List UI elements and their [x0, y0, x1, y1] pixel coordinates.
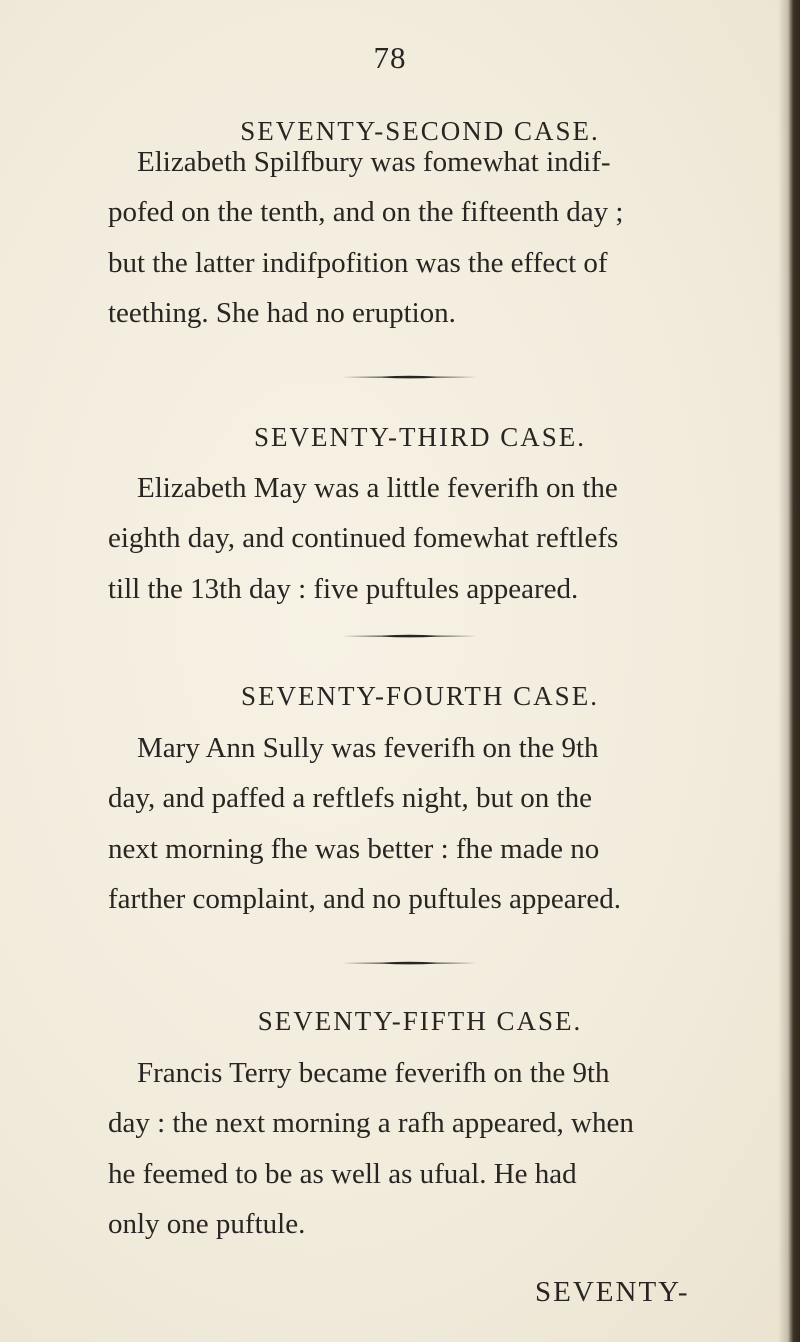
section-divider-rule: [342, 634, 477, 638]
case-74-line-3: next morning fhe was better : fhe made no: [108, 833, 600, 865]
case-74-line-4: farther complaint, and no puftules appeared.: [108, 883, 621, 915]
section-divider-rule: [342, 961, 477, 965]
case-74-line-2: day, and paffed a reftlefs night, but on the: [108, 782, 592, 814]
case-73-line-3: till the 13th day : five puftules appeared.: [108, 573, 579, 605]
case-72-line-1: Elizabeth Spilfbury was fomewhat indif-: [137, 146, 611, 178]
case-74-line-1: Mary Ann Sully was feverifh on the 9th: [137, 732, 599, 764]
case-73-line-1: Elizabeth May was a little feverifh on the: [137, 472, 618, 504]
case-75-line-2: day : the next morning a rafh appeared, when: [108, 1107, 634, 1139]
case-75-line-3: he feemed to be as well as ufual. He had: [108, 1158, 577, 1190]
page-number: 78: [373, 40, 407, 75]
case-72-line-3: but the latter indifpofition was the effect of: [108, 247, 608, 279]
case-72-line-2: pofed on the tenth, and on the fifteenth day ;: [108, 196, 624, 228]
case-heading-73: SEVENTY-THIRD CASE.: [254, 422, 586, 452]
case-75-line-1: Francis Terry became feverifh on the 9th: [137, 1057, 610, 1089]
case-heading-75: SEVENTY-FIFTH CASE.: [257, 1006, 583, 1036]
case-73-line-2: eighth day, and continued fomewhat reftlefs: [108, 522, 619, 554]
page-edge-shadow: [778, 0, 800, 1342]
case-heading-74: SEVENTY-FOURTH CASE.: [241, 681, 599, 711]
case-heading-72: SEVENTY-SECOND CASE.: [240, 116, 600, 146]
case-75-line-4: only one puftule.: [108, 1208, 306, 1240]
case-72-line-4: teething. She had no eruption.: [108, 297, 456, 329]
catchword: SEVENTY-: [535, 1276, 690, 1308]
section-divider-rule: [342, 375, 477, 379]
